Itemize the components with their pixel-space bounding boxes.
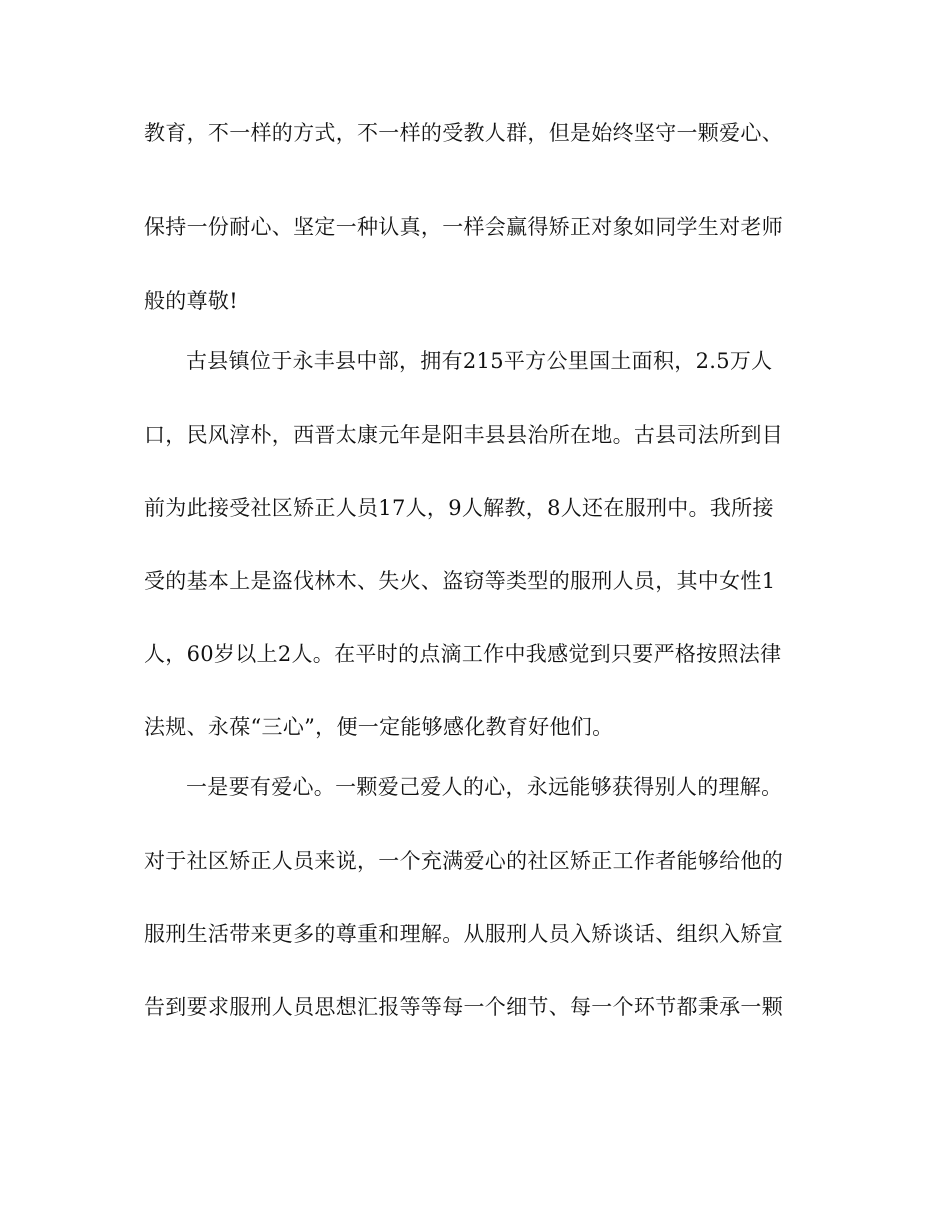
text-line: 保持一份耐心、坚定一种认真，一样会赢得矫正对象如同学生对老师 (144, 215, 783, 239)
text-line: 受的基本上是盗伐林木、失火、盗窃等类型的服刑人员，其中女性1 (144, 569, 776, 593)
text-line: 告到要求服刑人员思想汇报等等每一个细节、每一个环节都秉承一颗 (144, 995, 783, 1019)
text-line: 对于社区矫正人员来说，一个充满爱心的社区矫正工作者能够给他的 (144, 849, 783, 873)
text-line: 前为此接受社区矫正人员17人，9人解教，8人还在服刑中。我所接 (144, 496, 774, 520)
text-line: 服刑生活带来更多的尊重和理解。从服刑人员入矫谈话、组织入矫宣 (144, 922, 783, 946)
text-line: 般的尊敬! (144, 289, 238, 313)
text-line: 法规、永葆“三心”，便一定能够感化教育好他们。 (144, 715, 614, 739)
paragraph-start-line: 一是要有爱心。一颗爱己爱人的心，永远能够获得别人的理解。 (186, 775, 783, 799)
paragraph-start-line: 古县镇位于永丰县中部，拥有215平方公里国土面积，2.5万人 (186, 349, 773, 373)
text-line: 口，民风淳朴，西晋太康元年是阳丰县县治所在地。古县司法所到目 (144, 423, 783, 447)
text-line: 人，60岁以上2人。在平时的点滴工作中我感觉到只要严格按照法律 (144, 642, 782, 666)
text-line: 教育，不一样的方式，不一样的受教人群，但是始终坚守一颗爱心、 (144, 121, 783, 145)
